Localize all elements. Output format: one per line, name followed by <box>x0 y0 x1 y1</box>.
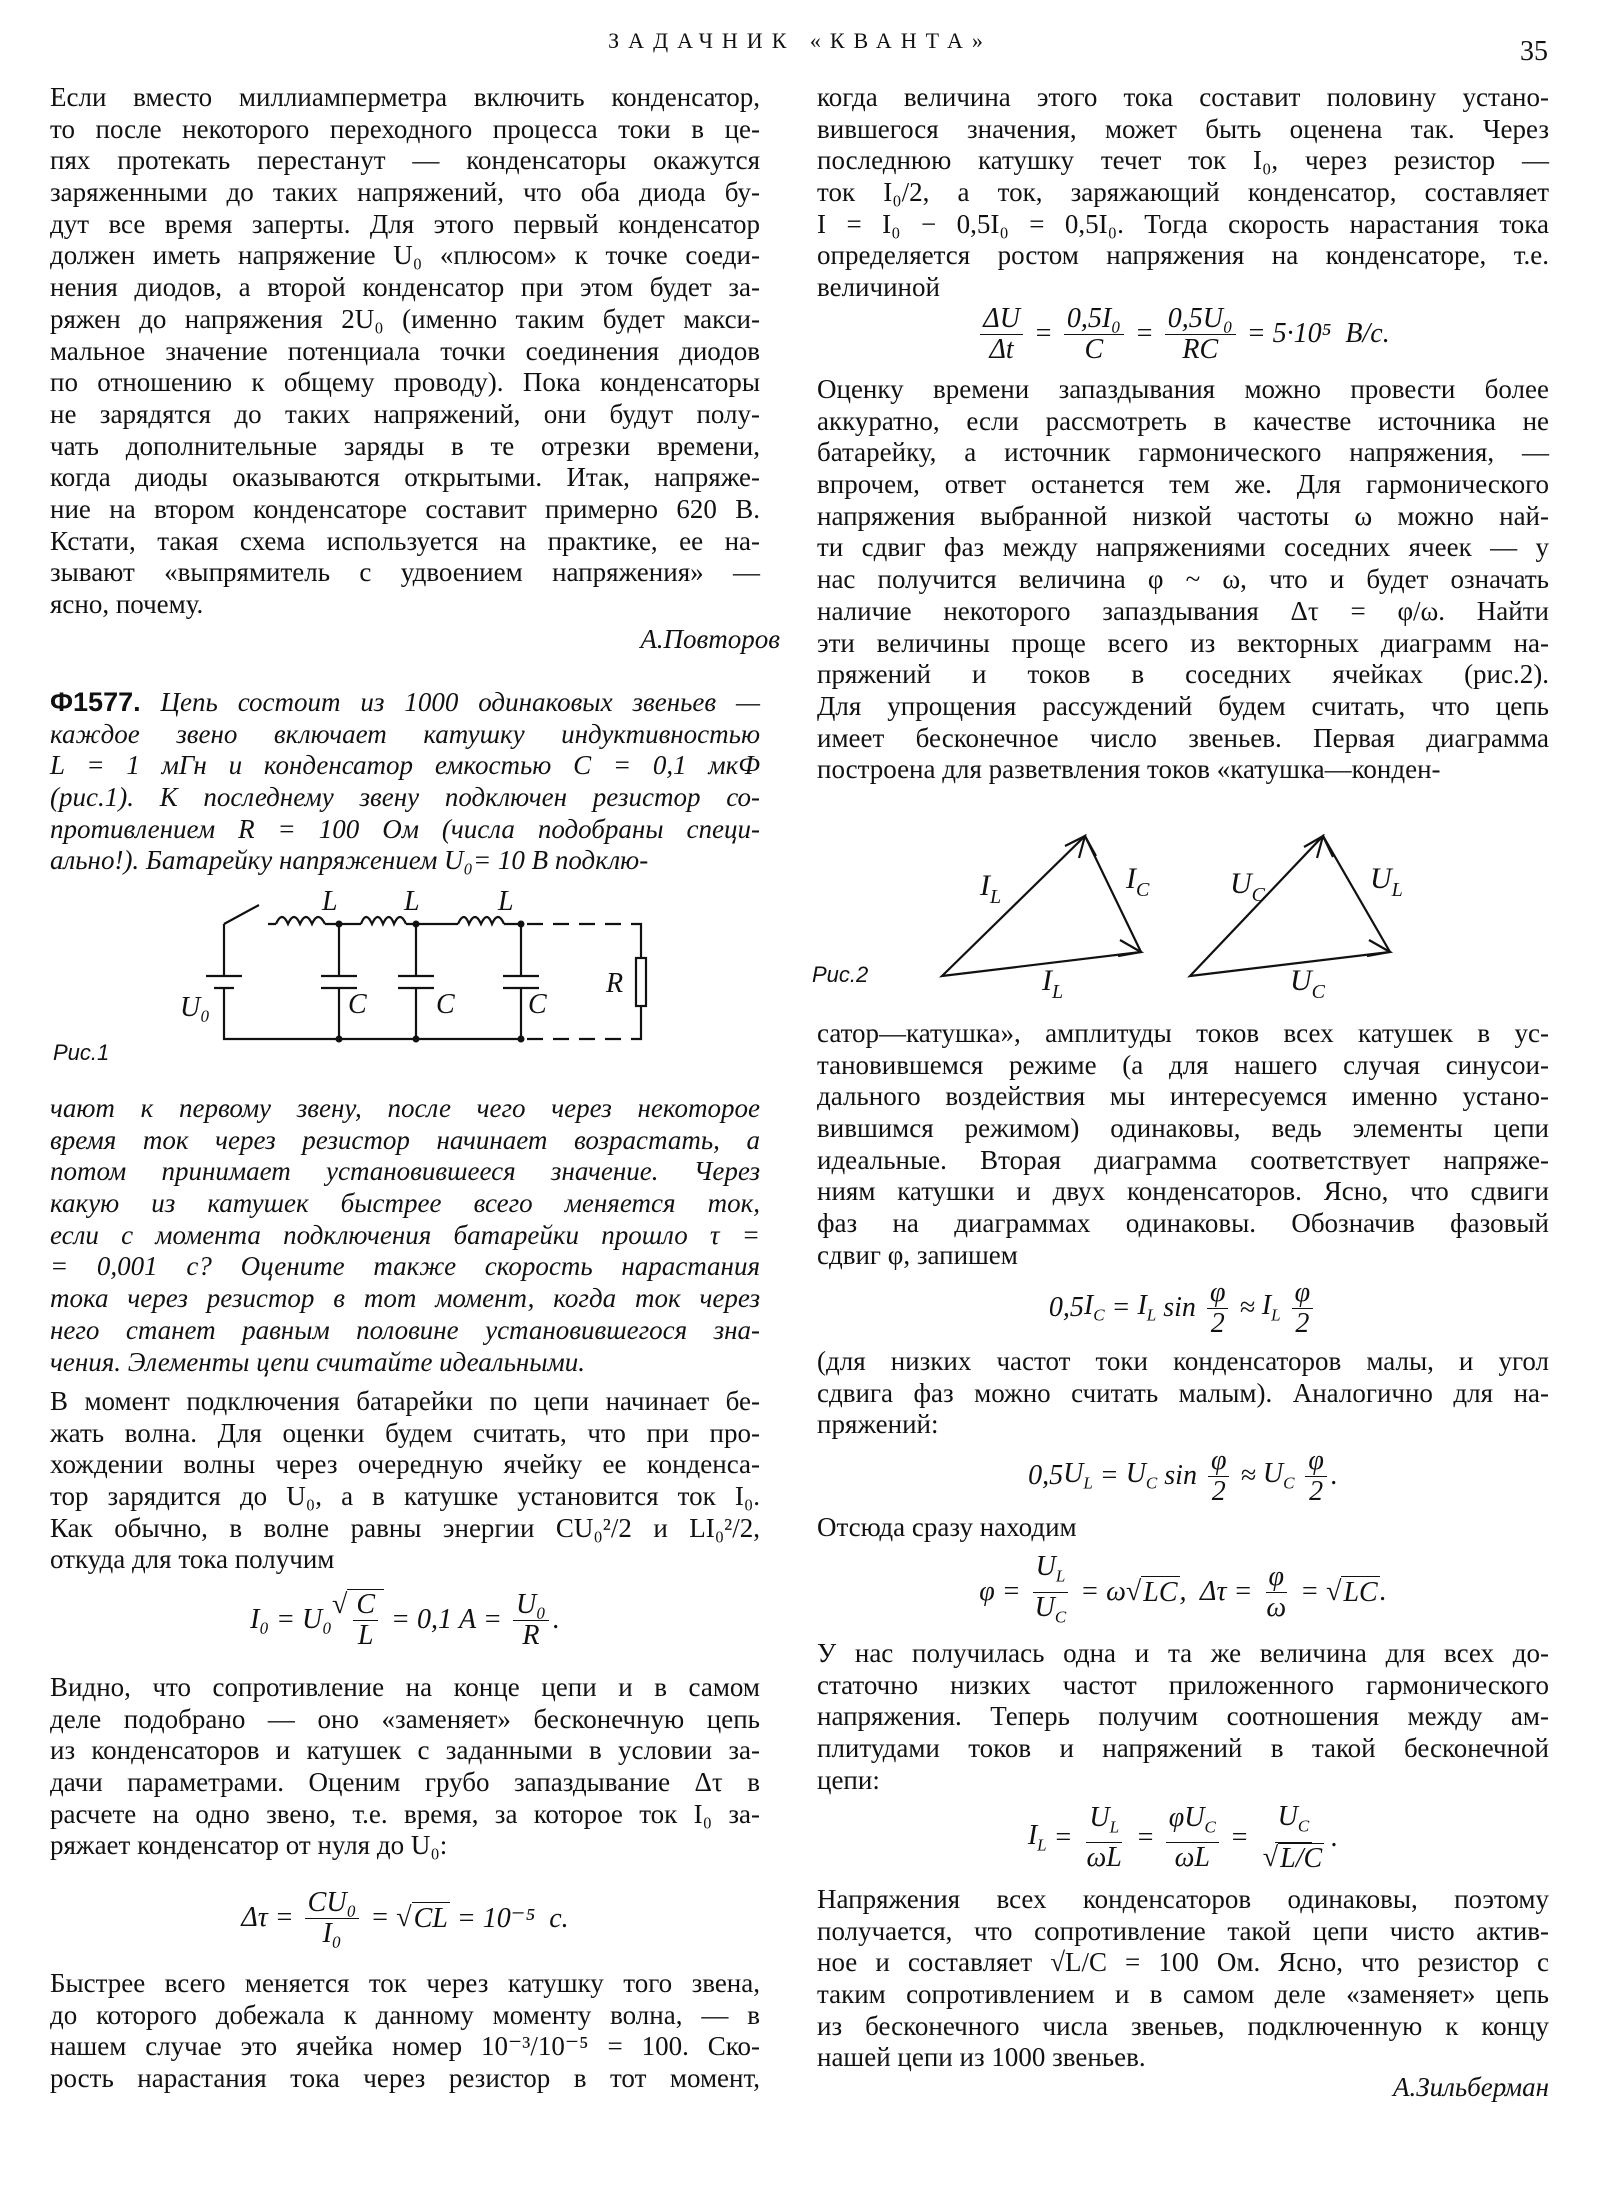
label-C: C <box>528 989 547 1020</box>
formula-variable: $I_L$ <box>1027 1820 1047 1855</box>
text-line: тановившемся режиме (а для нашего случая синусои- <box>817 1049 1549 1080</box>
text-line: должен иметь напряжение U₀ «плюсом» к точке соеди- <box>50 240 760 271</box>
formula-term: φ <box>1268 1560 1285 1592</box>
fraction <box>305 1888 360 1949</box>
author-signature: А.Повторов <box>640 624 780 654</box>
formula-term: = <box>1128 1822 1162 1853</box>
formula-variable: $U_L$ <box>1035 1550 1066 1586</box>
formula-term: LC <box>1143 1576 1178 1608</box>
text-line: = 0,001 с? Оцените также скорость нарастания <box>50 1251 760 1282</box>
text-line: из конденсаторов и катушек с заданными в условии за- <box>50 1735 760 1766</box>
page-number: 35 <box>1520 36 1548 67</box>
text-line: дут все время заперты. Для этого первый конденсатор <box>50 208 760 239</box>
text-line: идеальные. Вторая диаграмма соответствует напряже- <box>817 1144 1549 1175</box>
label-L: L <box>322 886 338 917</box>
text-line: нашей цепи из 1000 звеньев. <box>817 2042 1146 2073</box>
text-line: расчете на одно звено, т.е. время, за которое ток I₀ за- <box>50 1798 760 1829</box>
text-line: из бесконечного числа звеньев, подключенную к концу <box>817 2010 1549 2041</box>
solution-paragraph-8 <box>817 1512 1549 1544</box>
text-line: не зарядятся до таких напряжений, они будут полу- <box>50 398 760 429</box>
solution-paragraph-7 <box>817 1346 1549 1441</box>
text-line: аккуратно, если рассмотреть в качестве источника не <box>817 405 1549 436</box>
formula-term: 2 <box>1211 1475 1226 1507</box>
text-line: статочно низких частот приложенного гармонического <box>817 1669 1549 1700</box>
formula-term: φ <box>1294 1276 1311 1308</box>
formula-variable: $I_L$ <box>1261 1290 1281 1325</box>
square-root: √ LC <box>1125 1575 1178 1608</box>
formula-term: C <box>1084 333 1104 365</box>
formula-term: = 5·10⁵ В/с. <box>1239 318 1390 349</box>
text-line: дального воздействия мы интересуемся именно устано- <box>817 1081 1549 1112</box>
text-line: чения. Элементы цепи считайте идеальными. <box>50 1346 586 1377</box>
label-C: C <box>348 989 367 1020</box>
square-root: √ LC <box>1326 1575 1378 1608</box>
fraction <box>1166 1803 1219 1874</box>
fraction <box>513 1590 549 1651</box>
text-line: до которого добежала к данному моменту волна, — в <box>50 1999 760 2030</box>
formula-term: C <box>356 1589 376 1620</box>
label-C: C <box>436 989 455 1020</box>
text-line: Оценку времени запаздывания можно провести более <box>817 374 1549 404</box>
text-line: величиной <box>817 272 940 303</box>
text-line: Если вместо миллиамперметра включить конденсатор, <box>50 82 760 112</box>
text-line: ясно, почему. <box>50 589 204 619</box>
text-line: хождении волны через очередную ячейку ее конденса- <box>50 1449 760 1480</box>
formula-term: Δτ = <box>241 1902 301 1933</box>
formula-variable: $U_L$ <box>1089 1801 1120 1837</box>
text-line: Кстати, такая схема используется на практике, ее на- <box>50 525 760 556</box>
figure-2-caption: Рис.2 <box>812 962 869 987</box>
text-line: тока через резистор в тот момент, когда ток через <box>50 1283 760 1314</box>
text-line: I = I₀ − 0,5I₀ = 0,5I₀. Тогда скорость нарастания тока <box>817 208 1549 239</box>
text-line: плитудами токов и напряжений в такой бесконечной <box>817 1733 1549 1764</box>
text-line: пях протекать перестанут — конденсаторы окажутся <box>50 145 760 176</box>
solution-paragraph-2 <box>50 1672 760 1862</box>
formula-term: 0,5I₀ <box>1066 302 1121 334</box>
formula-term: φ <box>1168 1801 1185 1833</box>
solution-paragraph-9 <box>817 1638 1549 1796</box>
text-line: рость нарастания тока через резистор в тот момент, <box>50 2063 760 2094</box>
formula-amplitudes <box>817 1798 1549 1878</box>
text-line: противлением R = 100 Ом (числа подобраны специ- <box>50 813 760 844</box>
svg-text:UC: $U_C$ <box>1230 867 1266 906</box>
formula-term: ΔU <box>983 302 1020 334</box>
text-line: время ток через резистор начинает возрастать, а <box>50 1124 760 1155</box>
formula-current <box>50 1580 760 1660</box>
formula-term: = <box>1092 1460 1126 1491</box>
formula-term: φ <box>1210 1444 1227 1476</box>
formula-term: sin <box>1157 1460 1204 1491</box>
text-line: последнюю катушку течет ток I₀, через резистор — <box>817 145 1549 176</box>
formula-term <box>1294 1460 1301 1492</box>
formula-term: I₀ = U₀ <box>250 1604 332 1635</box>
text-line: батарейку, а источник гармонического напряжения, — <box>817 437 1549 468</box>
formula-term: = <box>1026 318 1060 349</box>
formula-phase-result <box>817 1552 1549 1632</box>
text-line: пряжений: <box>817 1409 939 1440</box>
formula-term: LC <box>1343 1576 1378 1608</box>
text-line: наличие некоторого запаздывания Δτ = φ/ω. Найти <box>817 595 1549 626</box>
square-root: √ $\frac{C}{L}$ <box>332 1589 384 1651</box>
fraction <box>1292 1278 1314 1339</box>
formula-term: I₀ <box>322 1917 342 1949</box>
formula-variable: $U_C$ <box>1125 1458 1158 1493</box>
formula-term: 0,5 <box>1048 1292 1084 1323</box>
text-line: Видно, что сопротивление на конце цепи и в самом <box>50 1672 760 1702</box>
author-signature: А.Зильберман <box>1392 2072 1549 2102</box>
text-line: имеет бесконечное число звеньев. Первая диаграмма <box>817 722 1549 753</box>
text-line: дачи параметрами. Оценим грубо запаздывание Δτ в <box>50 1767 760 1798</box>
text-line: (рис.1). К последнему звену подключен резистор со- <box>50 782 760 813</box>
fraction <box>1032 1552 1070 1632</box>
formula-term: = <box>1293 1576 1327 1607</box>
text-line: Как обычно, в волне равны энергии CU₀²/2 и LI₀²/2, <box>50 1512 760 1543</box>
text-line: ти сдвиг фаз между напряжениями соседних ячеек — у <box>817 532 1549 563</box>
formula-term: ω <box>1266 1591 1287 1623</box>
formula-term: 2 <box>1210 1307 1225 1339</box>
formula-term: = <box>1104 1292 1138 1323</box>
text-line: напряжения. Теперь получим соотношения между ам- <box>817 1701 1549 1732</box>
text-line: заряженными до таких напряжений, что оба диода бу- <box>50 177 760 208</box>
formula-voltages-phase <box>817 1436 1549 1516</box>
text-line: ние на втором конденсаторе составит примерно 620 В. <box>50 493 760 524</box>
fraction <box>1263 1562 1289 1623</box>
formula-variable: $I_C$ <box>1083 1290 1105 1325</box>
text-line: Напряжения всех конденсаторов одинаковы, поэтому <box>817 1884 1549 1914</box>
square-root: √ CL <box>396 1901 448 1934</box>
text-line: когда величина этого тока составит половину устано- <box>817 82 1549 112</box>
formula-term: CL <box>413 1902 448 1934</box>
text-line: каждое звено включает катушку индуктивностью <box>50 718 760 749</box>
fraction <box>1305 1446 1327 1507</box>
text-line: него станет равным половине установившегося зна- <box>50 1314 760 1345</box>
formula-term: φ = <box>979 1576 1028 1607</box>
problem-number: Ф1577. <box>50 687 141 717</box>
formula-variable: $I_L$ <box>1137 1290 1157 1325</box>
text-line: откуда для тока получим <box>50 1544 335 1575</box>
text-line: L = 1 мГн и конденсатор емкостью C = 0,1 мкФ <box>50 750 760 781</box>
formula-term: . <box>1379 1576 1387 1607</box>
text-line: Быстрее всего меняется ток через катушку того звена, <box>50 1968 760 1998</box>
formula-term: RC <box>1182 333 1219 365</box>
text-line: если с момента подключения батарейки прошло τ = <box>50 1219 760 1250</box>
text-line: чать дополнительные заряды в те отрезки времени, <box>50 430 760 461</box>
formula-variable: $U_C$ <box>1262 1458 1295 1493</box>
formula-term: 2 <box>1309 1475 1324 1507</box>
text-line: сдвиг φ, запишем <box>817 1239 1018 1270</box>
formula-term: L/C <box>1280 1842 1323 1874</box>
solution-paragraph-3 <box>50 1968 760 2095</box>
formula-term: 0,5 <box>1028 1460 1064 1491</box>
text-line: ное и составляет √L/C = 100 Ом. Ясно, что резистор с <box>817 1947 1549 1978</box>
svg-text:UC: $U_C$ <box>1290 964 1326 1003</box>
formula-term: sin <box>1156 1292 1203 1323</box>
text-line: нас получится величина φ ~ ω, что и будет означать <box>817 564 1549 595</box>
formula-term: φ <box>1209 1276 1226 1308</box>
text-line: мальное значение потенциала точки соединения диодов <box>50 335 760 366</box>
text-line: нашем случае это ячейка номер 10⁻³/10⁻⁵ = 100. Ско- <box>50 2031 760 2062</box>
formula-term: CU₀ <box>307 1886 357 1918</box>
problem-statement-part2 <box>50 1093 760 1378</box>
formula-term: , Δτ = <box>1179 1576 1260 1607</box>
text-line: сдвига фаз можно считать малым). Аналогично для на- <box>817 1377 1549 1408</box>
text-line: определяется ростом напряжения на конденсаторе, т.е. <box>817 240 1549 271</box>
text-line: таким сопротивлением и в самом деле «заменяет» цепь <box>817 1979 1549 2010</box>
formula-currents-phase <box>817 1268 1549 1348</box>
fraction <box>1208 1446 1230 1507</box>
formula-term: L <box>357 1620 374 1651</box>
figure-1-caption: Рис.1 <box>53 1040 110 1065</box>
text-line: деле подобрано — оно «заменяет» бесконечную цепь <box>50 1703 760 1734</box>
text-line: Отсюда сразу находим <box>817 1512 1077 1542</box>
text-line-content: Цепь состоит из 1000 одинаковых звеньев — <box>160 687 761 717</box>
text-line: ально!). Батарейку напряжением U₀= 10 В подклю- <box>50 845 649 876</box>
label-L: L <box>404 886 420 917</box>
square-root: √ L/C <box>1262 1841 1323 1874</box>
text-line: ряжен до напряжения 2U₀ (именно таким будет макси- <box>50 303 760 334</box>
fraction <box>1207 1278 1229 1339</box>
text-line: построена для разветвления токов «катушка—конден- <box>817 754 1441 785</box>
text-line: цепи: <box>817 1764 880 1795</box>
running-header: ЗАДАЧНИК «КВАНТА» <box>608 28 992 53</box>
formula-term: 2 <box>1295 1307 1310 1339</box>
text-line: (для низких частот токи конденсаторов малы, и угол <box>817 1346 1549 1376</box>
text-line: то после некоторого переходного процесса токи в це- <box>50 113 760 144</box>
text-line: тор зарядится до U₀, а в катушке установится ток I₀. <box>50 1481 760 1512</box>
text-line: зывают «выпрямитель с удвоением напряжения» — <box>50 557 760 588</box>
formula-term: ≈ <box>1233 1460 1263 1491</box>
label-L: L <box>498 886 514 917</box>
text-line: ряжает конденсатор от нуля до U₀: <box>50 1830 448 1861</box>
text-line: эти величины проще всего из векторных диаграмм на- <box>817 627 1549 658</box>
text-line: Для упрощения рассуждений будем считать, что цепь <box>817 690 1549 721</box>
solution-paragraph-1 <box>50 1386 760 1576</box>
svg-text:IL: $I_L$ <box>1042 964 1064 1003</box>
formula-term: . <box>552 1604 560 1635</box>
formula-term: U₀ <box>515 1588 546 1620</box>
formula-term: . <box>1330 1460 1338 1491</box>
svg-text:UL: $U_L$ <box>1370 862 1403 901</box>
formula-term: = 10⁻⁵ с. <box>449 1903 569 1934</box>
solution-paragraph-10 <box>817 1884 1549 2074</box>
text-line: жать волна. Для оценки будем считать, что при про- <box>50 1417 760 1448</box>
formula-term: = <box>1127 318 1161 349</box>
formula-variable: $U_C$ <box>1184 1801 1216 1837</box>
formula-term <box>1281 1292 1288 1324</box>
formula-term: . <box>1331 1822 1339 1853</box>
formula-term: 0,5U₀ <box>1167 302 1233 334</box>
formula-term: Δt <box>989 333 1014 365</box>
text-line: сатор—катушка», амплитуды токов всех катушек в ус- <box>817 1018 1549 1048</box>
text-line: фаз на диаграммах одинаковы. Обозначив фазовый <box>817 1208 1549 1239</box>
text-line: пряжений и токов в соседних ячейках (рис.2). <box>817 659 1549 690</box>
formula-variable: $U_C$ <box>1277 1801 1310 1836</box>
text-line: какую из катушек быстрее всего меняется ток, <box>50 1188 760 1219</box>
fraction <box>1260 1802 1327 1874</box>
fraction <box>1084 1803 1125 1874</box>
formula-term: = ω <box>1073 1576 1126 1607</box>
formula-delay <box>50 1878 760 1958</box>
svg-text:IC: $I_C$ <box>1126 862 1150 901</box>
formula-term: φ <box>1308 1444 1324 1476</box>
formula-term: = 0,1 А = <box>384 1604 509 1635</box>
text-line: когда диоды оказываются открытыми. Итак, напряже- <box>50 462 760 493</box>
formula-variable: $U_C$ <box>1034 1591 1067 1627</box>
solution-paragraph-6 <box>817 1018 1549 1272</box>
text-line: потом принимает установившееся значение. Через <box>50 1156 760 1187</box>
formula-term: = <box>1046 1822 1080 1853</box>
formula-term: = <box>363 1902 397 1933</box>
text-line: напряжения выбранной низкой частоты ω можно най- <box>817 500 1549 531</box>
fraction <box>353 1590 378 1651</box>
formula-term: ωL <box>1086 1842 1122 1874</box>
label-R: R <box>606 968 624 999</box>
formula-term: ωL <box>1174 1842 1210 1874</box>
formula-term: = <box>1222 1822 1256 1853</box>
text-line: нения диодов, а второй конденсатор при этом будет за- <box>50 272 760 303</box>
formula-variable: $U_L$ <box>1063 1458 1093 1493</box>
text-line: ниям катушки и двух конденсаторов. Ясно, что сдвиги <box>817 1176 1549 1207</box>
label-U0: U₀ <box>180 992 210 1023</box>
formula-term: R <box>522 1619 540 1651</box>
formula-term: ≈ <box>1232 1292 1262 1323</box>
text-line: по отношению к общему проводу). Пока конденсаторы <box>50 367 760 398</box>
text-line: получается, что сопротивление такой цепи чисто актив- <box>817 1915 1549 1946</box>
text-line: вившимся режимом) одинаковы, ведь элементы цепи <box>817 1113 1549 1144</box>
text-line: вившегося значения, может быть оценена так. Через <box>817 113 1549 144</box>
text-line: В момент подключения батарейки по цепи начинает бе- <box>50 1386 760 1416</box>
text-line: У нас получилась одна и та же величина для всех до- <box>817 1638 1549 1668</box>
svg-text:IL: $I_L$ <box>980 869 1002 908</box>
text-line: чают к первому звену, после чего через некоторое <box>50 1093 760 1123</box>
text-line: впрочем, ответ останется тем же. Для гармонического <box>817 469 1549 500</box>
text-line: ток I₀/2, а ток, заряжающий конденсатор, составляет <box>817 177 1549 208</box>
